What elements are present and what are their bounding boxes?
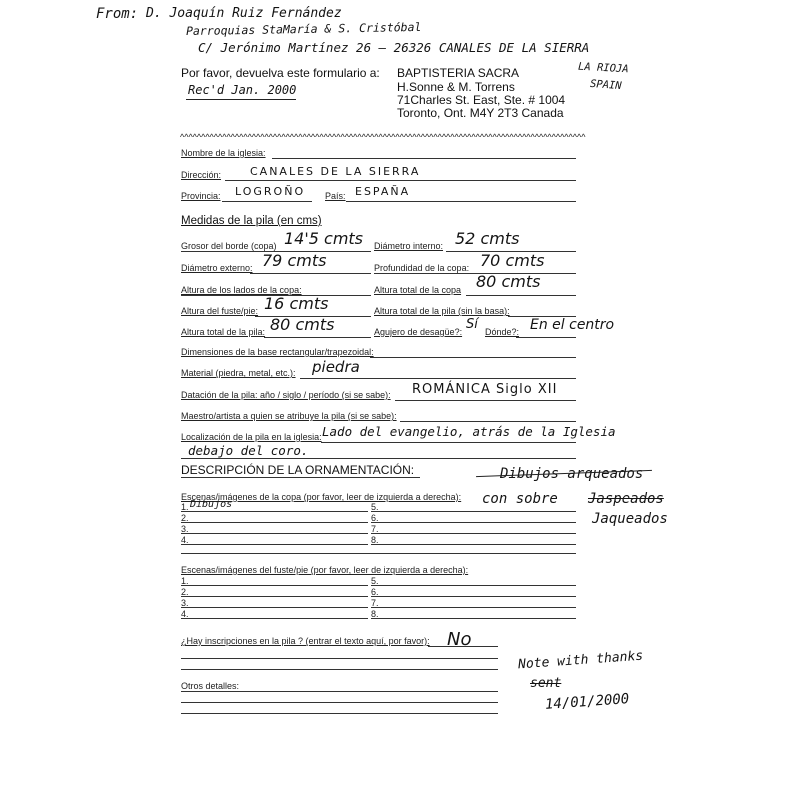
country-line — [346, 201, 576, 202]
location-label: Localización de la pila en la iglesia: — [181, 432, 322, 442]
province-value: LOGROÑO — [235, 185, 306, 198]
stem-line-4 — [181, 618, 368, 619]
cup-scenes-label: Escenas/imágenes de la copa (por favor, leer de izquierda a derecha): — [181, 492, 462, 502]
country-value: ESPAÑA — [355, 185, 411, 198]
cup-line-7 — [371, 533, 576, 534]
material-line — [300, 378, 576, 379]
cup-line-3 — [181, 533, 368, 534]
caret-separator: ^^^^^^^^^^^^^^^^^^^^^^^^^^^^^^^^^^^^^^^^^^^^^^^^^^^^^^^^^^^^^^^^^^^^^^^^^^^^^^^^^^^^^^^^^^^^^^^^ — [180, 132, 586, 142]
cup-line-5 — [371, 511, 576, 512]
cup-line-extra — [181, 553, 576, 554]
inscriptions-line-3 — [181, 669, 500, 670]
base-label: Dimensiones de la base rectangular/trapezoidal: — [181, 347, 374, 357]
total-nobase-label: Altura total de la pila (sin la basa): — [374, 306, 510, 316]
ornament-note-2-struck: Jaspeados — [588, 491, 664, 507]
stem-num-7: 7. — [371, 598, 379, 608]
country-label: País: — [325, 191, 346, 201]
other-details-line-3 — [181, 713, 500, 714]
cup-num-8: 8. — [371, 535, 379, 545]
depth-line — [374, 273, 576, 274]
bowl-total-label: Altura total de la copa — [374, 285, 462, 295]
sticky-note-line-1: Note with thanks — [517, 648, 644, 673]
other-details-label: Otros detalles: — [181, 681, 240, 691]
cup-num-4: 4. — [181, 535, 189, 545]
cup-line-1 — [181, 511, 368, 512]
total-value: 80 cmts — [270, 315, 335, 334]
inscriptions-line-2 — [181, 658, 500, 659]
stem-line-8 — [371, 618, 576, 619]
master-line — [400, 421, 576, 422]
stem-line-5 — [371, 585, 576, 586]
bowl-total-line — [466, 295, 576, 296]
location-value-1: Lado del evangelio, atrás de la Iglesia — [322, 424, 616, 439]
bowl-total-value: 80 cmts — [476, 272, 541, 291]
stem-line-7 — [371, 607, 576, 608]
cup-num-1: 1. — [181, 502, 189, 512]
ornament-note-2-start: con sobre — [482, 491, 558, 507]
depth-label: Profundidad de la copa: — [374, 263, 470, 273]
where-label: Dónde?: — [485, 327, 520, 337]
depth-value: 70 cmts — [480, 251, 545, 270]
inscriptions-value: No — [447, 629, 472, 650]
stem-num-5: 5. — [371, 576, 379, 586]
stem-line-6 — [371, 596, 576, 597]
stem-num-6: 6. — [371, 587, 379, 597]
address-value: CANALES DE LA SIERRA — [250, 165, 421, 178]
cup-num-5: 5. — [371, 502, 379, 512]
drain-label: Agujero de desagüe?: — [374, 327, 463, 337]
return-city: Toronto, Ont. M4Y 2T3 Canada — [397, 106, 564, 120]
material-label: Material (piedra, metal, etc.): — [181, 368, 296, 378]
location-value-2: debajo del coro. — [188, 443, 309, 458]
church-name-label: Nombre de la iglesia: — [181, 148, 266, 158]
sticky-note — [498, 632, 680, 744]
ornament-note-1: Dibujos arqueados — [500, 466, 644, 482]
ornament-note-3: Jaqueados — [592, 511, 668, 527]
stem-line-3 — [181, 607, 368, 608]
address-label: Dirección: — [181, 170, 222, 180]
measures-title: Medidas de la pila (en cms) — [181, 215, 322, 227]
total-label: Altura total de la pila: — [181, 327, 266, 337]
dating-label: Datación de la pila: año / siglo / período (si se sabe): — [181, 390, 391, 400]
cup-line-8 — [371, 544, 576, 545]
province-label: Provincia: — [181, 191, 221, 201]
return-people: H.Sonne & M. Torrens — [397, 80, 515, 94]
inner-diameter-value: 52 cmts — [455, 229, 520, 248]
cup-line-2 — [181, 522, 368, 523]
location-line-2 — [181, 458, 576, 459]
rim-value: 14'5 cmts — [284, 229, 364, 248]
dating-value: ROMÁNICA Siglo XII — [412, 382, 558, 397]
inscriptions-label: ¿Hay inscripciones en la pila ? (entrar el texto aquí, por favor): — [181, 636, 430, 646]
outer-diameter-label: Diámetro externo: — [181, 263, 253, 273]
stem-num-1: 1. — [181, 576, 189, 586]
stem-line-2 — [181, 596, 368, 597]
inner-diameter-label: Diámetro interno: — [374, 241, 444, 251]
material-value: piedra — [312, 358, 360, 376]
country-name: SPAIN — [589, 77, 622, 93]
total-line — [264, 337, 371, 338]
received-underline — [186, 99, 296, 100]
shaft-value: 16 cmts — [264, 294, 329, 313]
location-line — [321, 442, 576, 443]
return-prompt: Por favor, devuelva este formulario a: — [181, 66, 380, 80]
cup-num-2: 2. — [181, 513, 189, 523]
stem-num-2: 2. — [181, 587, 189, 597]
outer-diameter-line — [250, 273, 371, 274]
church-name-line — [272, 158, 576, 159]
cup-item-1: Dibujos — [190, 499, 233, 510]
rim-label: Grosor del borde (copa) — [181, 241, 277, 251]
cup-num-7: 7. — [371, 524, 379, 534]
sender-name: D. Joaquín Ruiz Fernández — [146, 6, 342, 21]
cup-num-3: 3. — [181, 524, 189, 534]
received-stamp: Rec'd Jan. 2000 — [188, 83, 297, 97]
stem-line-1 — [181, 585, 368, 586]
other-details-line-2 — [181, 702, 500, 703]
where-value: En el centro — [530, 317, 615, 333]
other-details-line-1 — [181, 691, 500, 692]
cup-line-6 — [371, 522, 576, 523]
sticky-note-line-3: 14/01/2000 — [544, 691, 630, 713]
shaft-label: Altura del fuste/pie: — [181, 306, 259, 316]
region-name: LA RIOJA — [577, 60, 629, 76]
master-label: Maestro/artista a quien se atribuye la pila (si se sabe): — [181, 411, 397, 421]
where-line — [516, 337, 576, 338]
ornamentation-title-underline — [181, 477, 420, 478]
return-org-name: BAPTISTERIA SACRA — [397, 66, 520, 80]
return-street: 71Charles St. East, Ste. # 1004 — [397, 93, 566, 107]
from-label: From: — [96, 6, 139, 22]
parish-name: Parroquias StaMaría & S. Cristóbal — [185, 19, 422, 39]
sticky-note-line-2: sent — [530, 676, 562, 691]
base-line — [370, 357, 576, 358]
drain-value: Sí — [466, 317, 478, 332]
stem-scenes-label: Escenas/imágenes del fuste/pie (por favor, leer de izquierda a derecha): — [181, 565, 469, 575]
stem-num-4: 4. — [181, 609, 189, 619]
stem-num-3: 3. — [181, 598, 189, 608]
stem-num-8: 8. — [371, 609, 379, 619]
address-line — [225, 180, 576, 181]
dating-line — [395, 400, 576, 401]
cup-num-6: 6. — [371, 513, 379, 523]
sides-label: Altura de los lados de la copa: — [181, 285, 302, 295]
street-address: C/ Jerónimo Martínez 26 — 26326 CANALES DE LA SIERRA — [198, 40, 590, 55]
outer-diameter-value: 79 cmts — [262, 251, 327, 270]
ornamentation-title: DESCRIPCIÓN DE LA ORNAMENTACIÓN: — [181, 463, 415, 477]
province-line — [222, 201, 312, 202]
cup-line-4 — [181, 544, 368, 545]
